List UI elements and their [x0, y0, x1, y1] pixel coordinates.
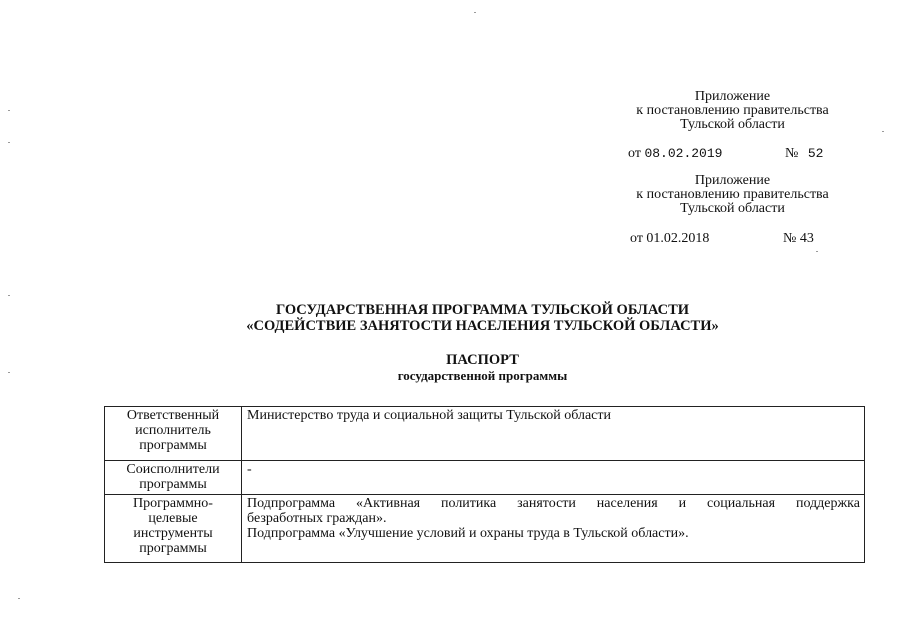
- order-date: 08.02.2019: [644, 146, 723, 161]
- row-label-line: программы: [139, 438, 207, 453]
- scan-speck: [8, 110, 10, 111]
- scan-speck: [882, 131, 884, 132]
- table-row: [105, 461, 865, 495]
- appendix-previous-title: Приложение: [694, 173, 771, 188]
- order-current-number-line: [785, 146, 823, 162]
- appendix-current-resolution: к постановлению правительства: [636, 103, 829, 118]
- order-previous-number: № 43: [783, 231, 814, 246]
- order-number: 52: [807, 146, 824, 161]
- passport-title: ПАСПОРТ: [446, 352, 519, 368]
- table-label-cell: [105, 495, 242, 563]
- table-label-cell: [105, 407, 242, 461]
- appendix-previous-resolution: к постановлению правительства: [636, 187, 829, 202]
- row-label-line: программы: [139, 541, 207, 556]
- appendix-current-region: Тульской области: [680, 117, 785, 132]
- program-title-line-2: «СОДЕЙСТВИЕ ЗАНЯТОСТИ НАСЕЛЕНИЯ ТУЛЬСКОЙ ОБЛАСТИ»: [246, 318, 719, 334]
- appendix-current-title: Приложение: [694, 89, 771, 104]
- passport-heading: [0, 352, 905, 383]
- program-title-line-1: ГОСУДАРСТВЕННАЯ ПРОГРАММА ТУЛЬСКОЙ ОБЛАСТИ: [275, 302, 690, 318]
- scan-speck: [816, 251, 818, 252]
- row-label-line: Ответственный: [126, 408, 220, 423]
- appendix-current: [600, 90, 865, 132]
- row-label-line: исполнитель: [135, 423, 211, 438]
- program-title: [0, 302, 905, 334]
- table-label-cell: [105, 461, 242, 495]
- passport-table: [104, 406, 865, 563]
- row-value-line: Министерство труда и социальной защиты Тульской области: [247, 408, 612, 423]
- row-value-line: Подпрограмма «Улучшение условий и охраны труда в Тульской области».: [247, 526, 689, 541]
- row-label-line: Соисполнители: [126, 462, 220, 477]
- table-row: [105, 495, 865, 563]
- scan-speck: [8, 372, 10, 373]
- table-row: [105, 407, 865, 461]
- order-current-date-line: [628, 146, 722, 162]
- row-label-line: целевые: [148, 511, 198, 526]
- row-label-line: программы: [139, 477, 207, 492]
- scan-speck: [474, 12, 476, 13]
- table-value-cell: [242, 461, 865, 495]
- row-label-line: Программно-: [133, 496, 213, 511]
- table-value-cell: [242, 495, 865, 563]
- scan-speck: [8, 142, 10, 143]
- scan-speck: [8, 295, 10, 296]
- appendix-previous-region: Тульской области: [680, 201, 785, 216]
- row-value-line: -: [247, 462, 252, 477]
- order-date-prefix: от: [628, 146, 641, 161]
- table-value-cell: [242, 407, 865, 461]
- passport-subtitle: государственной программы: [397, 368, 568, 383]
- order-previous-date: от 01.02.2018: [630, 231, 710, 246]
- scan-speck: [18, 598, 20, 599]
- appendix-previous: [600, 174, 865, 216]
- row-value-line: Подпрограмма «Активная политика занятости населения и социальная поддержка: [247, 496, 860, 511]
- row-value-line: безработных граждан».: [247, 511, 387, 526]
- order-number-prefix: №: [785, 146, 799, 161]
- row-label-line: инструменты: [133, 526, 213, 541]
